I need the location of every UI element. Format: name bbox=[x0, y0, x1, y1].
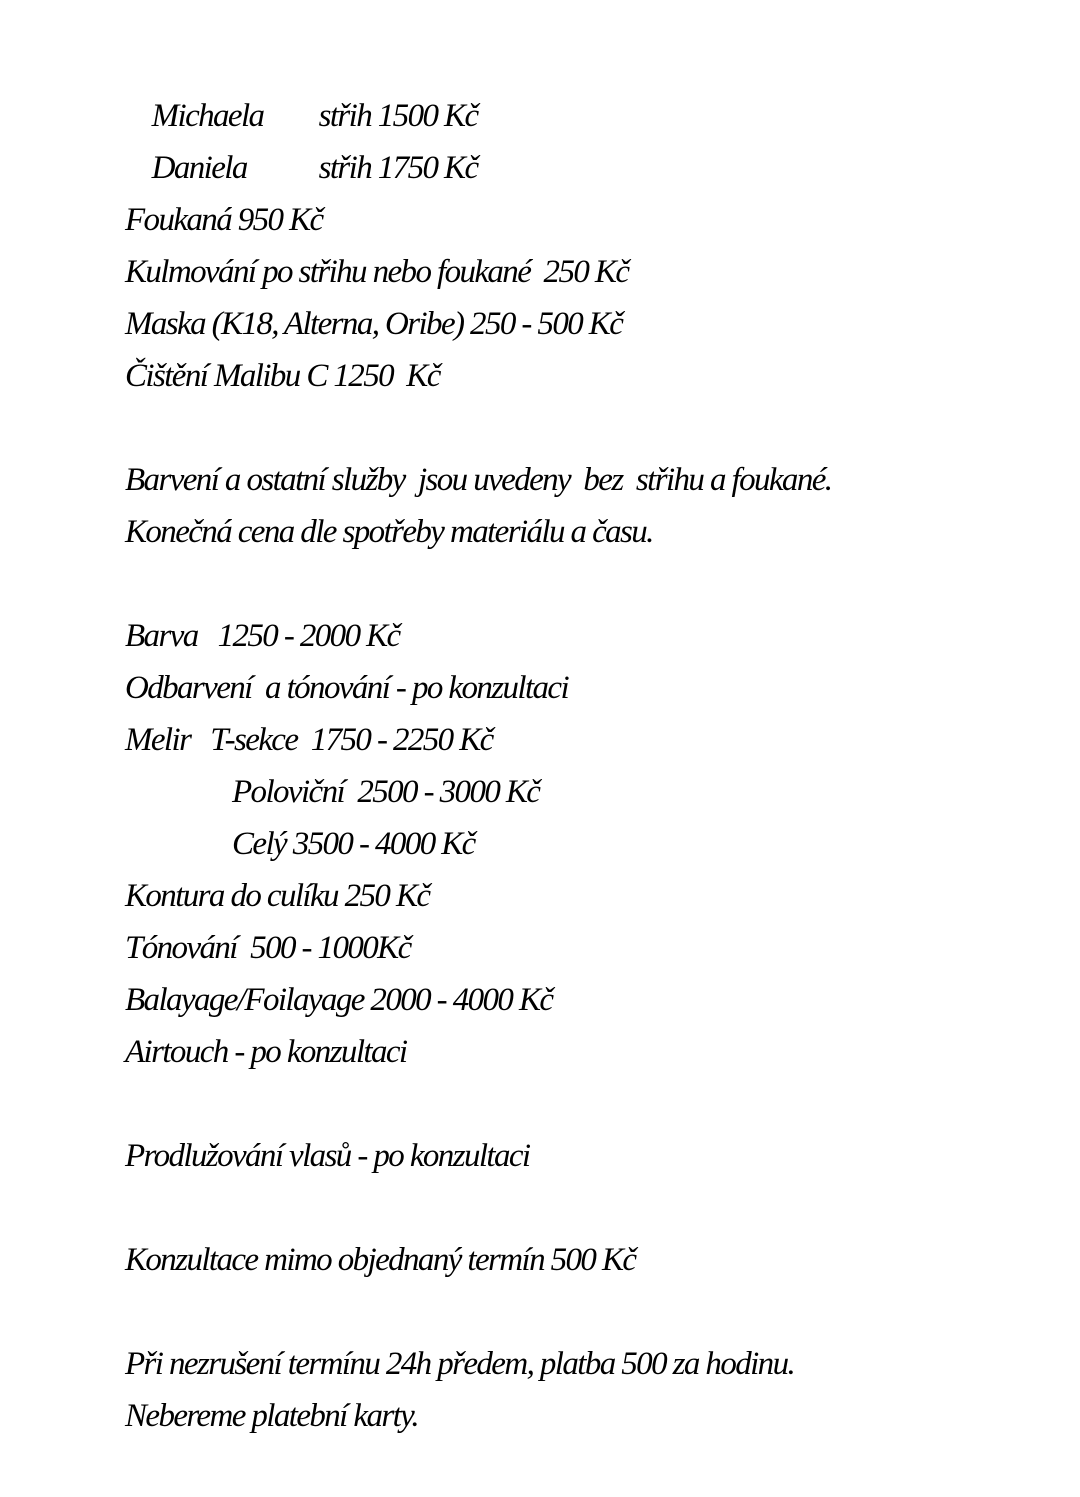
note-line: Barvení a ostatní služby jsou uvedeny bez střihu a foukané. bbox=[125, 462, 832, 498]
service-line: Foukaná 950 Kč bbox=[125, 202, 323, 238]
stylist-row bbox=[125, 38, 1025, 134]
service-line: Barva 1250 - 2000 Kč bbox=[125, 618, 400, 654]
service-line: Melir T-sekce 1750 - 2250 Kč bbox=[125, 722, 493, 758]
service-subline: Celý 3500 - 4000 Kč bbox=[232, 826, 475, 862]
policy-line: Nebereme platební karty. bbox=[125, 1398, 419, 1434]
spacer bbox=[125, 1078, 1025, 1130]
spacer bbox=[125, 1182, 1025, 1234]
stylist-name: Daniela bbox=[151, 150, 247, 186]
service-line: Maska (K18, Alterna, Oribe) 250 - 500 Kč bbox=[125, 306, 623, 342]
stylist-price: střih 1500 Kč bbox=[318, 98, 478, 134]
spacer bbox=[125, 558, 1025, 610]
price-list bbox=[125, 38, 1025, 1442]
service-line: Airtouch - po konzultaci bbox=[125, 1034, 407, 1070]
policy-line: Při nezrušení termínu 24h předem, platba 500 za hodinu. bbox=[125, 1346, 795, 1382]
note-line: Konečná cena dle spotřeby materiálu a času. bbox=[125, 514, 653, 550]
service-subline: Poloviční 2500 - 3000 Kč bbox=[232, 774, 540, 810]
service-line: Odbarvení a tónování - po konzultaci bbox=[125, 670, 569, 706]
stylist-name: Michaela bbox=[151, 98, 264, 134]
stylist-price: střih 1750 Kč bbox=[318, 150, 478, 186]
service-line: Kontura do culíku 250 Kč bbox=[125, 878, 430, 914]
service-line: Tónování 500 - 1000Kč bbox=[125, 930, 411, 966]
consultation-line: Konzultace mimo objednaný termín 500 Kč bbox=[125, 1242, 636, 1278]
spacer bbox=[125, 1286, 1025, 1338]
extensions-line: Prodlužování vlasů - po konzultaci bbox=[125, 1138, 530, 1174]
service-line: Čištění Malibu C 1250 Kč bbox=[125, 358, 440, 394]
service-line: Kulmování po střihu nebo foukané 250 Kč bbox=[125, 254, 629, 290]
service-line: Balayage/Foilayage 2000 - 4000 Kč bbox=[125, 982, 553, 1018]
spacer bbox=[125, 402, 1025, 454]
